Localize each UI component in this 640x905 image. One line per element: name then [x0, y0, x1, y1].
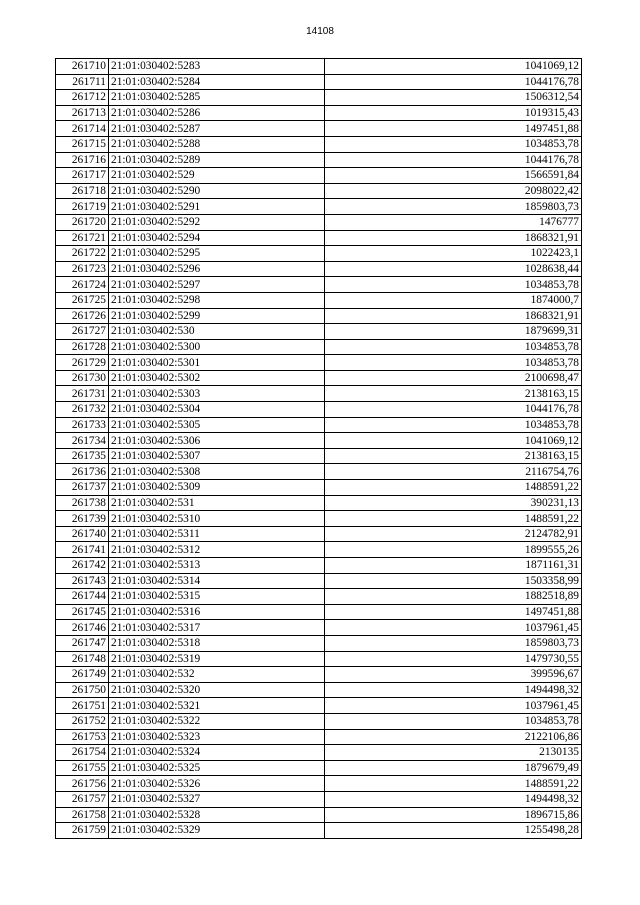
cadastral-number-cell: 21:01:030402:530: [109, 324, 325, 340]
cadastral-value-cell: 2100698,47: [325, 370, 582, 386]
cadastral-value-cell: 2138163,15: [325, 448, 582, 464]
row-number-cell: 261749: [56, 667, 109, 683]
cadastral-value-cell: 1019315,43: [325, 105, 582, 121]
cadastral-value-cell: 1034853,78: [325, 136, 582, 152]
table-row: [56, 214, 582, 230]
cadastral-number-cell: 21:01:030402:5316: [109, 604, 325, 620]
row-number-cell: 261742: [56, 558, 109, 574]
row-number-cell: 261748: [56, 651, 109, 667]
cadastral-number-cell: 21:01:030402:5298: [109, 292, 325, 308]
table-row: [56, 480, 582, 496]
row-number-cell: 261721: [56, 230, 109, 246]
row-number-cell: 261710: [56, 59, 109, 75]
table-row: [56, 370, 582, 386]
row-number-cell: 261714: [56, 121, 109, 137]
cadastral-value-cell: 1859803,73: [325, 199, 582, 215]
row-number-cell: 261753: [56, 729, 109, 745]
cadastral-value-cell: 1879699,31: [325, 324, 582, 340]
cadastral-value-cell: 2138163,15: [325, 386, 582, 402]
cadastral-number-cell: 21:01:030402:5287: [109, 121, 325, 137]
cadastral-number-cell: 21:01:030402:5307: [109, 448, 325, 464]
table-row: [56, 823, 582, 839]
row-number-cell: 261747: [56, 635, 109, 651]
row-number-cell: 261755: [56, 760, 109, 776]
table-row: [56, 651, 582, 667]
cadastral-value-cell: 1494498,32: [325, 791, 582, 807]
cadastral-value-cell: 1034853,78: [325, 417, 582, 433]
table-row: [56, 589, 582, 605]
cadastral-value-cell: 1503358,99: [325, 573, 582, 589]
cadastral-value-cell: 2130135: [325, 745, 582, 761]
row-number-cell: 261752: [56, 713, 109, 729]
row-number-cell: 261751: [56, 698, 109, 714]
row-number-cell: 261750: [56, 682, 109, 698]
cadastral-number-cell: 21:01:030402:5286: [109, 105, 325, 121]
row-number-cell: 261757: [56, 791, 109, 807]
row-number-cell: 261740: [56, 526, 109, 542]
cadastral-value-cell: 1859803,73: [325, 635, 582, 651]
cadastral-value-cell: 390231,13: [325, 495, 582, 511]
row-number-cell: 261739: [56, 511, 109, 527]
page-number: 14108: [306, 26, 334, 37]
cadastral-number-cell: 21:01:030402:5302: [109, 370, 325, 386]
table-row: [56, 74, 582, 90]
cadastral-value-cell: 2116754,76: [325, 464, 582, 480]
table-row: [56, 558, 582, 574]
cadastral-value-cell: 1868321,91: [325, 308, 582, 324]
cadastral-number-cell: 21:01:030402:5311: [109, 526, 325, 542]
table-row: [56, 667, 582, 683]
table-row: [56, 620, 582, 636]
row-number-cell: 261744: [56, 589, 109, 605]
cadastral-number-cell: 21:01:030402:5289: [109, 152, 325, 168]
row-number-cell: 261723: [56, 261, 109, 277]
table-row: [56, 168, 582, 184]
table-row: [56, 791, 582, 807]
table-row: [56, 261, 582, 277]
table-row: [56, 339, 582, 355]
cadastral-number-cell: 21:01:030402:5325: [109, 760, 325, 776]
table-row: [56, 277, 582, 293]
row-number-cell: 261745: [56, 604, 109, 620]
table-row: [56, 448, 582, 464]
cadastral-number-cell: 21:01:030402:5304: [109, 402, 325, 418]
table-row: [56, 698, 582, 714]
row-number-cell: 261730: [56, 370, 109, 386]
table-row: [56, 308, 582, 324]
table-row: [56, 745, 582, 761]
cadastral-number-cell: 21:01:030402:5300: [109, 339, 325, 355]
cadastral-value-cell: 1896715,86: [325, 807, 582, 823]
cadastral-value-cell: 1255498,28: [325, 823, 582, 839]
cadastral-value-cell: 1476777: [325, 214, 582, 230]
cadastral-number-cell: 21:01:030402:5297: [109, 277, 325, 293]
table-row: [56, 246, 582, 262]
row-number-cell: 261727: [56, 324, 109, 340]
row-number-cell: 261724: [56, 277, 109, 293]
cadastral-number-cell: 21:01:030402:5327: [109, 791, 325, 807]
row-number-cell: 261719: [56, 199, 109, 215]
cadastral-value-cell: 1037961,45: [325, 620, 582, 636]
cadastral-number-cell: 21:01:030402:5283: [109, 59, 325, 75]
table-row: [56, 152, 582, 168]
table-row: [56, 90, 582, 106]
cadastral-value-cell: 1041069,12: [325, 433, 582, 449]
cadastral-table: [55, 58, 582, 839]
row-number-cell: 261759: [56, 823, 109, 839]
cadastral-number-cell: 21:01:030402:5294: [109, 230, 325, 246]
cadastral-value-cell: 1566591,84: [325, 168, 582, 184]
cadastral-value-cell: 1497451,88: [325, 604, 582, 620]
cadastral-value-cell: 399596,67: [325, 667, 582, 683]
cadastral-value-cell: 1034853,78: [325, 339, 582, 355]
cadastral-value-cell: 1879679,49: [325, 760, 582, 776]
cadastral-value-cell: 1034853,78: [325, 277, 582, 293]
table-row: [56, 417, 582, 433]
cadastral-number-cell: 21:01:030402:5295: [109, 246, 325, 262]
cadastral-number-cell: 21:01:030402:5319: [109, 651, 325, 667]
cadastral-value-cell: 1874000,7: [325, 292, 582, 308]
row-number-cell: 261737: [56, 480, 109, 496]
table-row: [56, 464, 582, 480]
cadastral-value-cell: 1494498,32: [325, 682, 582, 698]
table-row: [56, 729, 582, 745]
row-number-cell: 261729: [56, 355, 109, 371]
cadastral-number-cell: 21:01:030402:529: [109, 168, 325, 184]
cadastral-number-cell: 21:01:030402:5310: [109, 511, 325, 527]
row-number-cell: 261758: [56, 807, 109, 823]
row-number-cell: 261736: [56, 464, 109, 480]
row-number-cell: 261731: [56, 386, 109, 402]
cadastral-value-cell: 1488591,22: [325, 480, 582, 496]
row-number-cell: 261738: [56, 495, 109, 511]
cadastral-number-cell: 21:01:030402:5288: [109, 136, 325, 152]
cadastral-number-cell: 21:01:030402:5284: [109, 74, 325, 90]
cadastral-number-cell: 21:01:030402:5314: [109, 573, 325, 589]
cadastral-value-cell: 1488591,22: [325, 511, 582, 527]
cadastral-number-cell: 21:01:030402:5292: [109, 214, 325, 230]
cadastral-value-cell: 1028638,44: [325, 261, 582, 277]
cadastral-value-cell: 1899555,26: [325, 542, 582, 558]
table-row: [56, 292, 582, 308]
cadastral-number-cell: 21:01:030402:5299: [109, 308, 325, 324]
row-number-cell: 261711: [56, 74, 109, 90]
cadastral-value-cell: 1034853,78: [325, 713, 582, 729]
table-row: [56, 230, 582, 246]
table-row: [56, 324, 582, 340]
cadastral-number-cell: 21:01:030402:5285: [109, 90, 325, 106]
cadastral-value-cell: 1044176,78: [325, 74, 582, 90]
cadastral-number-cell: 21:01:030402:5303: [109, 386, 325, 402]
cadastral-value-cell: 1868321,91: [325, 230, 582, 246]
row-number-cell: 261728: [56, 339, 109, 355]
cadastral-number-cell: 21:01:030402:5324: [109, 745, 325, 761]
cadastral-value-cell: 1044176,78: [325, 152, 582, 168]
cadastral-value-cell: 1041069,12: [325, 59, 582, 75]
cadastral-value-cell: 1497451,88: [325, 121, 582, 137]
cadastral-value-cell: 1506312,54: [325, 90, 582, 106]
row-number-cell: 261756: [56, 776, 109, 792]
row-number-cell: 261733: [56, 417, 109, 433]
cadastral-number-cell: 21:01:030402:5306: [109, 433, 325, 449]
table-row: [56, 776, 582, 792]
cadastral-value-cell: 2098022,42: [325, 183, 582, 199]
table-row: [56, 105, 582, 121]
table-row: [56, 199, 582, 215]
row-number-cell: 261717: [56, 168, 109, 184]
table-row: [56, 433, 582, 449]
table-row: [56, 526, 582, 542]
row-number-cell: 261732: [56, 402, 109, 418]
table-row: [56, 183, 582, 199]
cadastral-value-cell: 1871161,31: [325, 558, 582, 574]
row-number-cell: 261722: [56, 246, 109, 262]
cadastral-number-cell: 21:01:030402:5312: [109, 542, 325, 558]
cadastral-number-cell: 21:01:030402:5321: [109, 698, 325, 714]
table-row: [56, 402, 582, 418]
cadastral-number-cell: 21:01:030402:5318: [109, 635, 325, 651]
cadastral-value-cell: 1882518,89: [325, 589, 582, 605]
row-number-cell: 261726: [56, 308, 109, 324]
table-row: [56, 713, 582, 729]
cadastral-value-cell: 1022423,1: [325, 246, 582, 262]
cadastral-number-cell: 21:01:030402:5323: [109, 729, 325, 745]
row-number-cell: 261741: [56, 542, 109, 558]
cadastral-number-cell: 21:01:030402:5329: [109, 823, 325, 839]
cadastral-number-cell: 21:01:030402:5301: [109, 355, 325, 371]
row-number-cell: 261725: [56, 292, 109, 308]
table-row: [56, 355, 582, 371]
cadastral-value-cell: 1479730,55: [325, 651, 582, 667]
row-number-cell: 261746: [56, 620, 109, 636]
row-number-cell: 261754: [56, 745, 109, 761]
row-number-cell: 261715: [56, 136, 109, 152]
table-row: [56, 121, 582, 137]
cadastral-number-cell: 21:01:030402:5326: [109, 776, 325, 792]
row-number-cell: 261716: [56, 152, 109, 168]
row-number-cell: 261720: [56, 214, 109, 230]
cadastral-number-cell: 21:01:030402:532: [109, 667, 325, 683]
table-row: [56, 511, 582, 527]
table-row: [56, 682, 582, 698]
row-number-cell: 261718: [56, 183, 109, 199]
cadastral-value-cell: 2122106,86: [325, 729, 582, 745]
table-row: [56, 573, 582, 589]
row-number-cell: 261712: [56, 90, 109, 106]
cadastral-value-cell: 1488591,22: [325, 776, 582, 792]
cadastral-number-cell: 21:01:030402:5315: [109, 589, 325, 605]
table-row: [56, 604, 582, 620]
cadastral-value-cell: 2124782,91: [325, 526, 582, 542]
cadastral-value-cell: 1037961,45: [325, 698, 582, 714]
row-number-cell: 261713: [56, 105, 109, 121]
cadastral-number-cell: 21:01:030402:531: [109, 495, 325, 511]
cadastral-number-cell: 21:01:030402:5290: [109, 183, 325, 199]
row-number-cell: 261743: [56, 573, 109, 589]
cadastral-value-cell: 1034853,78: [325, 355, 582, 371]
cadastral-value-cell: 1044176,78: [325, 402, 582, 418]
cadastral-number-cell: 21:01:030402:5308: [109, 464, 325, 480]
table-row: [56, 760, 582, 776]
row-number-cell: 261735: [56, 448, 109, 464]
cadastral-number-cell: 21:01:030402:5296: [109, 261, 325, 277]
cadastral-number-cell: 21:01:030402:5309: [109, 480, 325, 496]
cadastral-table-body: [56, 59, 582, 839]
table-row: [56, 495, 582, 511]
cadastral-number-cell: 21:01:030402:5328: [109, 807, 325, 823]
table-row: [56, 807, 582, 823]
row-number-cell: 261734: [56, 433, 109, 449]
table-row: [56, 386, 582, 402]
cadastral-number-cell: 21:01:030402:5291: [109, 199, 325, 215]
table-row: [56, 136, 582, 152]
table-row: [56, 635, 582, 651]
cadastral-number-cell: 21:01:030402:5317: [109, 620, 325, 636]
cadastral-number-cell: 21:01:030402:5313: [109, 558, 325, 574]
cadastral-number-cell: 21:01:030402:5305: [109, 417, 325, 433]
table-row: [56, 59, 582, 75]
table-row: [56, 542, 582, 558]
cadastral-number-cell: 21:01:030402:5320: [109, 682, 325, 698]
cadastral-number-cell: 21:01:030402:5322: [109, 713, 325, 729]
